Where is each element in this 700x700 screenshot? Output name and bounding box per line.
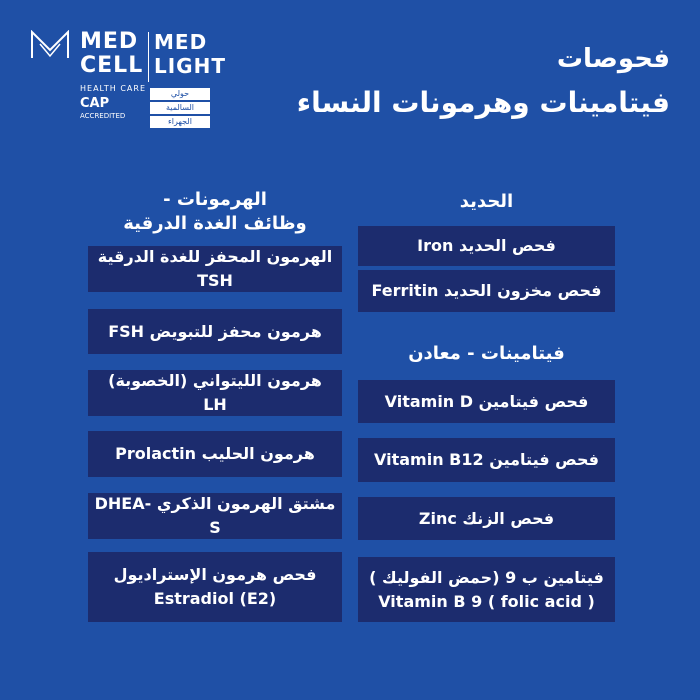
test-item-estradiol: فحص هرمون الإستراديول Estradiol (E2) [88,552,342,622]
page-title-line2: فيتامينات وهرمونات النساء [296,86,670,119]
logo-divider [148,32,149,82]
test-item-vitamin-b9: فيتامين ب 9 (حمض الفوليك ) Vitamin B 9 ( folic acid ) [358,557,615,622]
medcell-logo-icon [30,30,70,60]
location-badge: حولي [150,88,210,100]
location-badge: الجهراء [150,116,210,128]
location-badge: السالمية [150,102,210,114]
iron-heading: الحديد [459,191,514,212]
test-item-zinc: فحص الزنك Zinc [358,497,615,540]
medcell-wordmark: MED CELL [80,29,144,78]
test-item-vitamin-b12: فحص فيتامين Vitamin B12 [358,438,615,482]
brand-logo [30,28,230,128]
test-item-iron: فحص الحديد Iron [358,226,615,266]
test-item-dhea-s: مشتق الهرمون الذكري DHEA-S [88,493,342,539]
accredited-label: ACCREDITED [80,112,126,120]
hormones-heading: الهرمونات - وظائف الغدة الدرقية [123,189,307,234]
page-title-line1: فحوصات [556,44,670,74]
test-item-tsh: الهرمون المحفز للغدة الدرقية TSH [88,246,342,292]
healthcare-label: HEALTH CARE [80,84,147,93]
cap-label: CAP [80,96,110,111]
vitamins-heading: فيتامينات - معادن [408,343,565,364]
test-item-prolactin: هرمون الحليب Prolactin [88,431,342,477]
test-item-vitamin-d: فحص فيتامين Vitamin D [358,380,615,423]
test-item-lh: هرمون الليتواني (الخصوبة) LH [88,370,342,416]
medlight-wordmark: MED LIGHT [154,30,226,78]
test-item-ferritin: فحص مخزون الحديد Ferritin [358,270,615,312]
test-item-fsh: هرمون محفز للتبويض FSH [88,309,342,354]
